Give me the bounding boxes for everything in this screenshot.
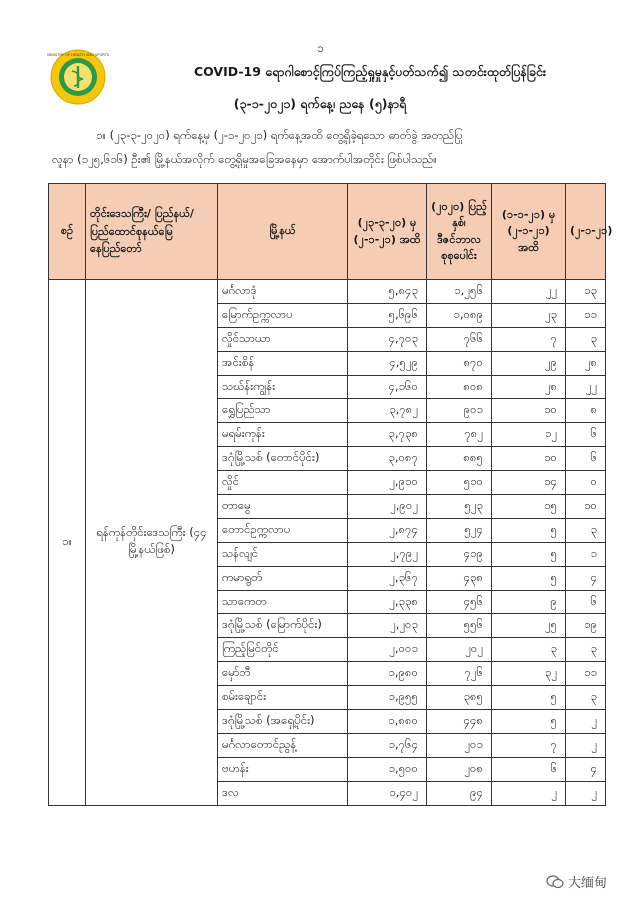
township-cell: မြောက်ဥက္ကလာပ: [218, 303, 348, 327]
header-december-2020-total: (၂၀၂၀) ပြည့်နှစ်၊ ဒီဇင်ဘာလ စုစုပေါင်း: [427, 184, 492, 280]
jan1-to-jan2-cell: ၂၂: [492, 280, 566, 304]
jan1-to-jan2-cell: ၇: [492, 733, 566, 757]
december-2020-cell: ၉၀၁: [427, 399, 492, 423]
header-region: တိုင်းဒေသကြီး/ ပြည်နယ်/ ပြည်ထောင်စုနယ်မြေ နေပြည်တော်: [86, 184, 218, 280]
title-line-2: (၃-၁-၂၀၂၁) ရက်နေ့၊ ညနေ (၅)နာရီ: [233, 96, 407, 111]
jan2-cell: ၁၉: [566, 614, 606, 638]
total-to-jan2-cell: ၃,၇၃၈: [348, 423, 427, 447]
december-2020-cell: ၅၂၃: [427, 495, 492, 519]
december-2020-cell: ၈၇၀: [427, 351, 492, 375]
total-to-jan2-cell: ၂,၃၃၈: [348, 590, 427, 614]
jan1-to-jan2-cell: ၂၉: [492, 351, 566, 375]
township-cell: သန်လျင်: [218, 542, 348, 566]
township-cell: မှော်ဘီ: [218, 662, 348, 686]
jan1-to-jan2-cell: ၁၀: [492, 399, 566, 423]
total-to-jan2-cell: ၁,၇၆၄: [348, 733, 427, 757]
total-to-jan2-cell: ၂,၀၀၁: [348, 638, 427, 662]
jan1-to-jan2-cell: ၂၈: [492, 375, 566, 399]
township-cell: သာကေတ: [218, 590, 348, 614]
township-cell: ဗဟန်း: [218, 757, 348, 781]
header-township: မြို့နယ်: [218, 184, 348, 280]
december-2020-cell: ၅၁၀: [427, 471, 492, 495]
township-cell: မင်္ဂလာဒုံ: [218, 280, 348, 304]
jan2-cell: ၃: [566, 638, 606, 662]
december-2020-cell: ၂၀၂: [427, 638, 492, 662]
jan1-to-jan2-cell: ၂: [492, 781, 566, 805]
jan1-to-jan2-cell: ၁၅: [492, 495, 566, 519]
december-2020-cell: ၅၅၆: [427, 614, 492, 638]
december-2020-cell: ၈၈၅: [427, 447, 492, 471]
jan2-cell: ၈: [566, 399, 606, 423]
intro-paragraph-line-2: လူနာ (၁၂၅,၆၁၆) ဦး၏ မြို့နယ်အလိုက် တွေ့ရှိမှုအခြေအနေမှာ အောက်ပါအတိုင်း ဖြစ်ပါသည်။: [52, 152, 437, 166]
december-2020-cell: ၇၂၆: [427, 662, 492, 686]
total-to-jan2-cell: ၃,၇၈၂: [348, 399, 427, 423]
township-cell: ရွှေပြည်သာ: [218, 399, 348, 423]
township-cell: ဒလ: [218, 781, 348, 805]
jan2-cell: ၂: [566, 733, 606, 757]
jan2-cell: ၀: [566, 471, 606, 495]
township-cell: အင်းစိန်: [218, 351, 348, 375]
total-to-jan2-cell: ၂,၈၇၄: [348, 518, 427, 542]
township-cell: လှိုင်သာယာ: [218, 327, 348, 351]
december-2020-cell: ၈၀၈: [427, 375, 492, 399]
intro-paragraph-line-1: ၁။ (၂၃-၃-၂၀၂၀) ရက်နေ့မှ (၂-၁-၂၀၂၁) ရက်နေ့အထိ တွေ့ရှိခဲ့ရသော ဓာတ်ခွဲ အတည်ပြု: [96, 128, 463, 142]
jan2-cell: ၁၀: [566, 495, 606, 519]
township-cell: တောင်ဥက္ကလာပ: [218, 518, 348, 542]
jan2-cell: ၂၈: [566, 351, 606, 375]
jan2-cell: ၆: [566, 423, 606, 447]
township-cases-table: [48, 183, 613, 806]
december-2020-cell: ၂၀၁: [427, 733, 492, 757]
jan1-to-jan2-cell: ၉: [492, 590, 566, 614]
township-cell: မရမ်းကုန်း: [218, 423, 348, 447]
jan2-cell: ၁: [566, 542, 606, 566]
township-cell: ဒဂုံမြို့သစ် (မြောက်ပိုင်း): [218, 614, 348, 638]
jan2-cell: ၄: [566, 566, 606, 590]
december-2020-cell: ၇၈၂: [427, 423, 492, 447]
jan1-to-jan2-cell: ၅: [492, 710, 566, 734]
serial-cell: ၁။: [49, 280, 86, 806]
township-cell: သဃ်န်းကျွန်း: [218, 375, 348, 399]
total-to-jan2-cell: ၄,၇၀၃: [348, 327, 427, 351]
jan2-cell: ၃: [566, 686, 606, 710]
township-cell: စမ်းချောင်း: [218, 686, 348, 710]
total-to-jan2-cell: ၂,၂၀၃: [348, 614, 427, 638]
total-to-jan2-cell: ၃,၀၈၇: [348, 447, 427, 471]
township-cell: ဒဂုံမြို့သစ် (တောင်ပိုင်း): [218, 447, 348, 471]
header-jan1-to-jan2: (၁-၁-၂၁) မှ (၂-၁-၂၁) အထိ: [492, 184, 566, 280]
jan2-cell: ၁၁: [566, 303, 606, 327]
december-2020-cell: ၄၁၉: [427, 542, 492, 566]
december-2020-cell: ၂၀၈: [427, 757, 492, 781]
jan1-to-jan2-cell: ၅: [492, 542, 566, 566]
header-total-to-jan2: (၂၃-၃-၂၀) မှ (၂-၁-၂၁) အထိ: [348, 184, 427, 280]
jan2-cell: ၂: [566, 710, 606, 734]
table-row: [49, 280, 606, 304]
township-cell: ဒဂုံမြို့သစ် (အရှေ့ပိုင်း): [218, 710, 348, 734]
december-2020-cell: ၇၆၆: [427, 327, 492, 351]
title-line-1: COVID-19 ရောဂါစောင့်ကြပ်ကြည့်ရှုမှုနှင့်ပတ်သက်၍ သတင်းထုတ်ပြန်ခြင်း: [193, 64, 547, 79]
jan1-to-jan2-cell: ၅: [492, 518, 566, 542]
total-to-jan2-cell: ၂,၇၉၂: [348, 542, 427, 566]
jan1-to-jan2-cell: ၅: [492, 566, 566, 590]
township-cell: ကမာရွတ်: [218, 566, 348, 590]
december-2020-cell: ၁,၀၈၉: [427, 303, 492, 327]
total-to-jan2-cell: ၅,၈၄၃: [348, 280, 427, 304]
ministry-of-health-seal-icon: [46, 49, 110, 105]
jan1-to-jan2-cell: ၇: [492, 327, 566, 351]
township-cell: မင်္ဂလာတောင်ညွန့်: [218, 733, 348, 757]
jan2-cell: ၃: [566, 518, 606, 542]
header-jan2: (၂-၁-၂၁): [566, 184, 606, 280]
december-2020-cell: ၉၄: [427, 781, 492, 805]
total-to-jan2-cell: ၁,၈၈၀: [348, 710, 427, 734]
jan1-to-jan2-cell: ၂၅: [492, 614, 566, 638]
jan2-cell: ၄: [566, 757, 606, 781]
total-to-jan2-cell: ၄,၁၆၀: [348, 375, 427, 399]
jan1-to-jan2-cell: ၂၃: [492, 303, 566, 327]
township-cell: ကြည့်မြင်တိုင်: [218, 638, 348, 662]
table-header-row: [49, 184, 606, 280]
jan1-to-jan2-cell: ၆: [492, 757, 566, 781]
township-cell: တာမွေ: [218, 495, 348, 519]
december-2020-cell: ၁,၂၅၆: [427, 280, 492, 304]
logo-ring-text: MINISTRY OF HEALTH AND SPORTS: [46, 53, 110, 57]
jan2-cell: ၃: [566, 327, 606, 351]
december-2020-cell: ၄၅၆: [427, 590, 492, 614]
total-to-jan2-cell: ၁,၄၀၂: [348, 781, 427, 805]
page-number: ၁: [317, 41, 324, 55]
december-2020-cell: ၃၈၅: [427, 686, 492, 710]
watermark-text: 大缅甸: [568, 876, 608, 891]
jan1-to-jan2-cell: ၃: [492, 638, 566, 662]
chat-bubble-icon: [546, 875, 564, 889]
total-to-jan2-cell: ၁,၅၀၀: [348, 757, 427, 781]
total-to-jan2-cell: ၁,၉၅၅: [348, 686, 427, 710]
total-to-jan2-cell: ၁,၉၈၀: [348, 662, 427, 686]
jan1-to-jan2-cell: ၁၄: [492, 471, 566, 495]
jan2-cell: ၁၁: [566, 662, 606, 686]
jan1-to-jan2-cell: ၁၀: [492, 447, 566, 471]
jan2-cell: ၂၂: [566, 375, 606, 399]
header-serial: စဉ်: [49, 184, 86, 280]
jan1-to-jan2-cell: ၁၂: [492, 423, 566, 447]
jan2-cell: ၆: [566, 590, 606, 614]
jan1-to-jan2-cell: ၃၂: [492, 662, 566, 686]
total-to-jan2-cell: ၄,၅၂၉: [348, 351, 427, 375]
jan2-cell: ၂: [566, 781, 606, 805]
region-cell: ရန်ကုန်တိုင်းဒေသကြီး (၄၄ မြို့နယ်ဖြစ်): [86, 280, 218, 806]
december-2020-cell: ၅၂၄: [427, 518, 492, 542]
total-to-jan2-cell: ၂,၉၀၂: [348, 495, 427, 519]
december-2020-cell: ၄၄၈: [427, 710, 492, 734]
township-cell: လှိုင်: [218, 471, 348, 495]
total-to-jan2-cell: ၂,၃၆၇: [348, 566, 427, 590]
jan2-cell: ၁၃: [566, 280, 606, 304]
jan1-to-jan2-cell: ၅: [492, 686, 566, 710]
watermark: [546, 872, 607, 891]
december-2020-cell: ၄၃၈: [427, 566, 492, 590]
total-to-jan2-cell: ၂,၉၁၀: [348, 471, 427, 495]
jan2-cell: ၆: [566, 447, 606, 471]
total-to-jan2-cell: ၅,၆၉၆: [348, 303, 427, 327]
